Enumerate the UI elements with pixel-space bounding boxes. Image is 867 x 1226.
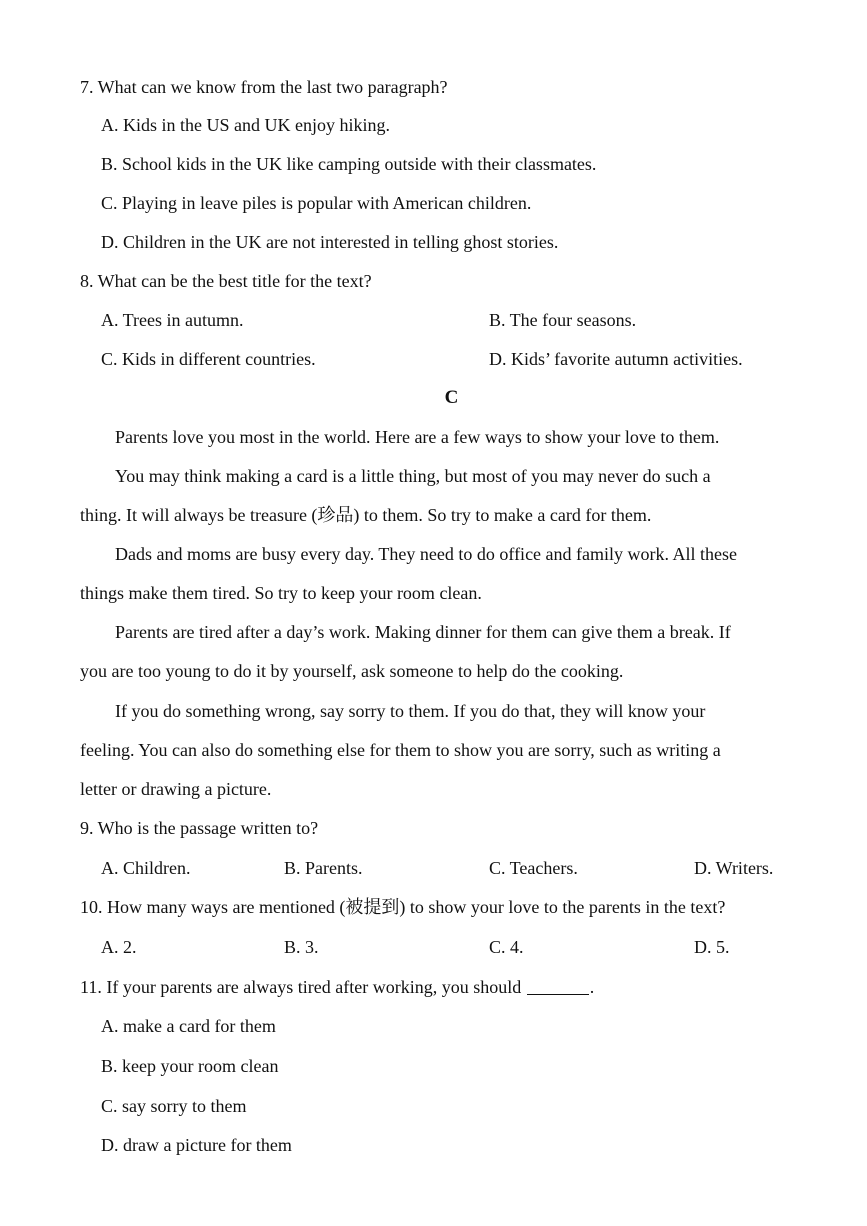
passage-paragraph-1: Parents love you most in the world. Here are a few ways to show your love to them. [115,427,720,447]
q10-option-a: A. 2. [101,937,137,957]
q9-option-c: C. Teachers. [489,858,578,878]
passage-paragraph-2-line-1: You may think making a card is a little thing, but most of you may never do such a [115,466,711,486]
passage-paragraph-2-line-2: thing. It will always be treasure (珍品) to them. So try to make a card for them. [80,505,652,525]
q8-stem: 8. What can be the best title for the text? [80,271,372,291]
passage-paragraph-5-line-2: feeling. You can also do something else for them to show you are sorry, such as writing a [80,740,721,760]
q8-option-b: B. The four seasons. [489,310,637,330]
q10-option-c: C. 4. [489,937,524,957]
q11-stem: 11. If your parents are always tired after working, you should [80,977,522,997]
q11-option-a: A. make a card for them [101,1016,276,1036]
q11-stem-end: . [589,977,595,997]
q9-option-d: D. Writers. [694,858,774,878]
q8-option-a: A. Trees in autumn. [101,310,244,330]
q11-option-c: C. say sorry to them [101,1096,247,1116]
q9-option-b: B. Parents. [284,858,363,878]
q7-stem: 7. What can we know from the last two paragraph? [80,77,448,97]
q7-option-a: A. Kids in the US and UK enjoy hiking. [101,115,390,135]
q8-option-d: D. Kids’ favorite autumn activities. [489,349,743,369]
q11-stem-row [80,976,594,998]
q7-option-d: D. Children in the UK are not interested in telling ghost stories. [101,232,559,252]
answer-blank [527,980,589,995]
passage-paragraph-4-line-1: Parents are tired after a day’s work. Making dinner for them can give them a break. If [115,622,731,642]
q11-option-b: B. keep your room clean [101,1056,279,1076]
q7-option-b: B. School kids in the UK like camping outside with their classmates. [101,154,597,174]
q9-stem: 9. Who is the passage written to? [80,818,319,838]
section-letter: C [444,387,459,408]
q10-option-b: B. 3. [284,937,319,957]
q7-option-c: C. Playing in leave piles is popular with American children. [101,193,532,213]
q10-option-d: D. 5. [694,937,730,957]
passage-paragraph-3-line-2: things make them tired. So try to keep your room clean. [80,583,482,603]
passage-paragraph-4-line-2: you are too young to do it by yourself, ask someone to help do the cooking. [80,661,624,681]
passage-paragraph-5-line-1: If you do something wrong, say sorry to them. If you do that, they will know your [115,701,706,721]
q10-stem: 10. How many ways are mentioned (被提到) to show your love to the parents in the text? [80,897,726,917]
passage-paragraph-3-line-1: Dads and moms are busy every day. They need to do office and family work. All these [115,544,738,564]
q8-option-c: C. Kids in different countries. [101,349,316,369]
q9-option-a: A. Children. [101,858,191,878]
q11-option-d: D. draw a picture for them [101,1135,292,1155]
passage-paragraph-5-line-3: letter or drawing a picture. [80,779,272,799]
